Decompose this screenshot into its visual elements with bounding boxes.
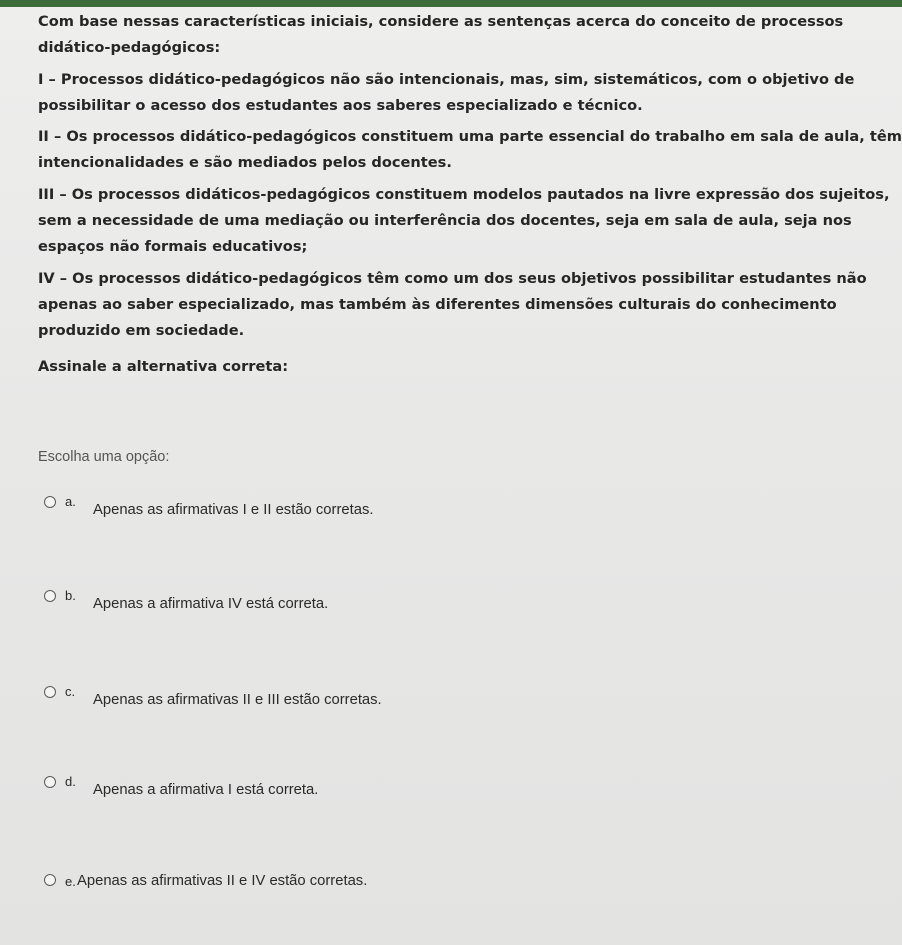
option-text[interactable]: Apenas a afirmativa I está correta. (93, 782, 319, 798)
option-text[interactable]: Apenas a afirmativa IV está correta. (93, 596, 329, 612)
option-d[interactable] (44, 773, 318, 799)
statement-2: II – Os processos didático-pedagógicos constituem uma parte essencial do trabalho em sala de aula, têm intencionalidades e são mediados pelos docentes. (38, 128, 902, 172)
option-c[interactable] (44, 683, 382, 709)
option-text[interactable]: Apenas as afirmativas I e II estão corretas. (93, 502, 374, 518)
option-letter: c. (65, 684, 76, 699)
radio-button[interactable] (44, 874, 56, 886)
radio-button[interactable] (44, 776, 56, 788)
option-letter: b. (65, 588, 76, 603)
choose-option-label: Escolha uma opção: (38, 449, 170, 465)
top-color-bar (0, 0, 902, 7)
radio-button[interactable] (44, 496, 56, 508)
radio-button[interactable] (44, 686, 56, 698)
option-text[interactable]: Apenas as afirmativas II e III estão corretas. (93, 692, 382, 708)
option-letter: e. (65, 874, 76, 889)
radio-button[interactable] (44, 590, 56, 602)
option-text[interactable]: Apenas as afirmativas II e IV estão corretas. (77, 873, 368, 889)
question-intro: Com base nessas características iniciais, considere as sentenças acerca do conceito de processos didático-pedagógicos: (38, 13, 844, 57)
option-e[interactable] (44, 871, 367, 897)
statement-4: IV – Os processos didático-pedagógicos têm como um dos seus objetivos possibilitar estudantes não apenas ao saber especializado, mas também às diferentes dimensões culturais do conhecimento produzido em sociedade. (38, 269, 867, 340)
question-prompt: Assinale a alternativa correta: (38, 358, 289, 376)
option-letter: a. (65, 494, 76, 509)
option-letter: d. (65, 774, 76, 789)
option-b[interactable] (44, 587, 328, 613)
statement-3: III – Os processos didáticos-pedagógicos constituem modelos pautados na livre expressão dos sujeitos, sem a necessidade de uma mediação ou interferência dos docentes, seja em sala de aula, seja nos espaços não formais educativos; (38, 186, 890, 256)
option-a[interactable] (44, 493, 373, 519)
statement-1: I – Processos didático-pedagógicos não são intencionais, mas, sim, sistemáticos, com o objetivo de possibilitar o acesso dos estudantes aos saberes especializado e técnico. (38, 70, 855, 114)
question-text (38, 9, 900, 380)
